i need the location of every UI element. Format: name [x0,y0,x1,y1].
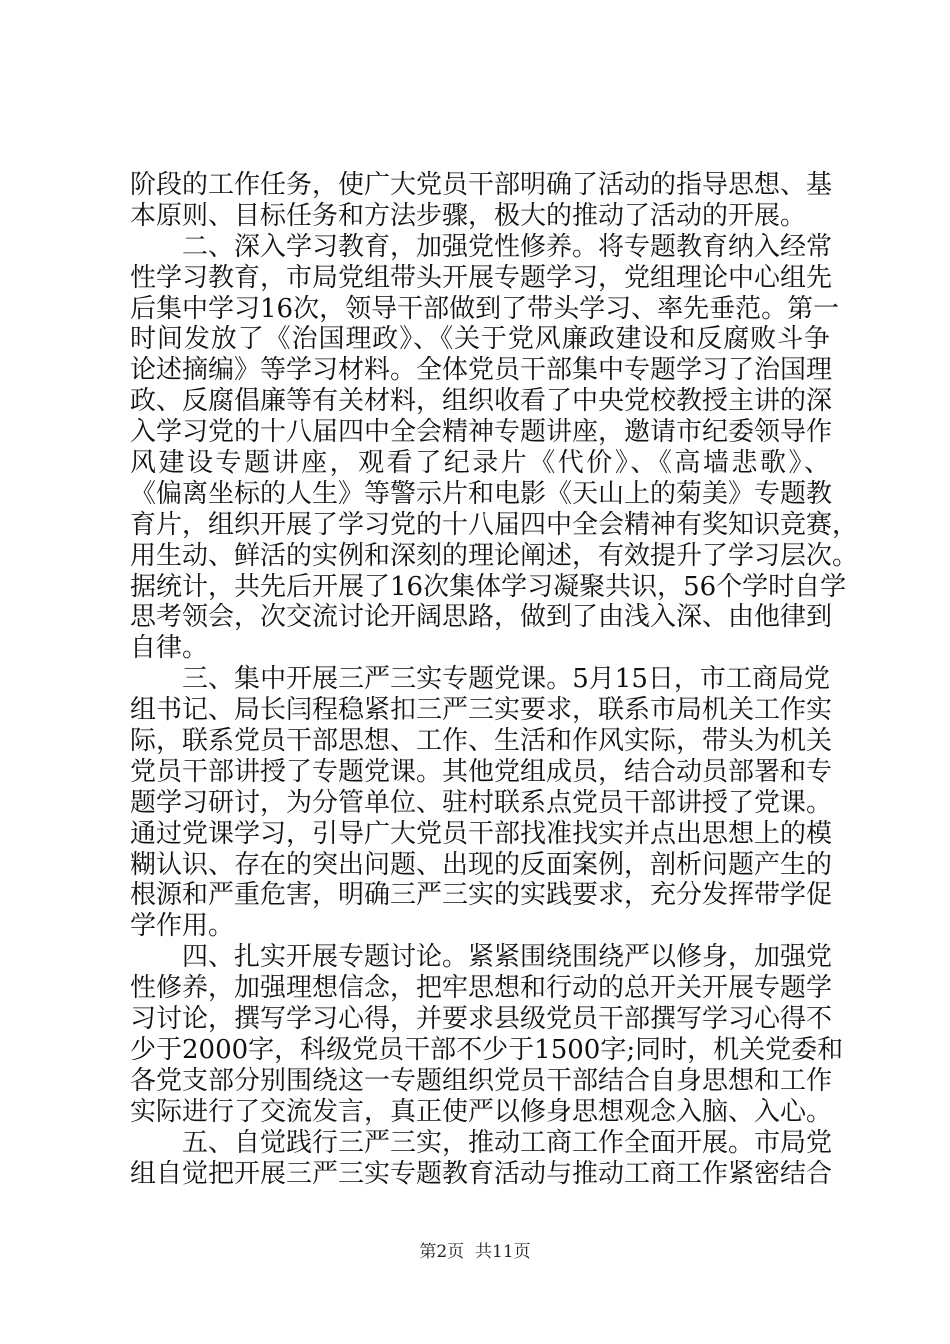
text-line: 思考领会，次交流讨论开阔思路，做到了由浅入深、由他律到 [130,602,833,633]
text-line: 根源和严重危害，明确三严三实的实践要求，充分发挥带学促 [130,880,833,911]
text-line: 二、深入学习教育，加强党性修养。将专题教育纳入经常 [130,231,833,262]
page-number: 第2页 [419,1242,465,1262]
text-line: 育片，组织开展了学习党的十八届四中全会精神有奖知识竞赛， [130,509,859,540]
text-line: 五、自觉践行三严三实，推动工商工作全面开展。市局党 [130,1127,833,1158]
text-line: 《偏离坐标的人生》等警示片和电影《天山上的菊美》专题教 [130,478,833,509]
text-line: 题学习研讨，为分管单位、驻村联系点党员干部讲授了党课。 [130,787,833,818]
text-line: 后集中学习16次，领导干部做到了带头学习、率先垂范。第一 [130,293,840,324]
text-line: 学作用。 [130,911,235,942]
page-footer [0,1242,950,1262]
text-line: 三、集中开展三严三实专题党课。5月15日，市工商局党 [130,664,830,695]
text-line: 习讨论，撰写学习心得，并要求县级党员干部撰写学习心得不 [130,1004,833,1035]
text-line: 性修养，加强理想信念，把牢思想和行动的总开关开展专题学 [130,973,833,1004]
text-line: 各党支部分别围绕这一专题组织党员干部结合自身思想和工作 [130,1065,833,1096]
text-line: 少于2000字，科级党员干部不少于1500字;同时，机关党委和 [130,1034,844,1065]
document-body [130,170,859,1189]
text-line: 政、反腐倡廉等有关材料，组织收看了中央党校教授主讲的深 [130,386,833,417]
text-line: 论述摘编》等学习材料。全体党员干部集中专题学习了治国理 [130,355,833,386]
text-line: 阶段的工作任务，使广大党员干部明确了活动的指导思想、基 [130,170,833,200]
text-line: 党员干部讲授了专题党课。其他党组成员，结合动员部署和专 [130,756,833,787]
text-line: 组自觉把开展三严三实专题教育活动与推动工商工作紧密结合 [130,1158,833,1189]
text-line: 通过党课学习，引导广大党员干部找准找实并点出思想上的模 [130,818,833,849]
text-line: 糊认识、存在的突出问题、出现的反面案例，剖析问题产生的 [130,849,833,880]
page-total: 共11页 [475,1242,531,1262]
text-line: 用生动、鲜活的实例和深刻的理论阐述，有效提升了学习层次。 [130,540,859,571]
text-line: 风建设专题讲座，观看了纪录片《代价》、《高墙悲歌》、 [130,448,830,479]
text-line: 际，联系党员干部思想、工作、生活和作风实际，带头为机关 [130,726,833,757]
text-line: 四、扎实开展专题讨论。紧紧围绕围绕严以修身，加强党 [130,942,833,973]
text-line: 组书记、局长闫程稳紧扣三严三实要求，联系市局机关工作实 [130,695,833,726]
text-line: 自律。 [130,633,209,664]
text-line: 时间发放了《治国理政》、《关于党风廉政建设和反腐败斗争 [130,324,830,355]
footer-spacer [464,1242,475,1262]
text-line: 入学习党的十八届四中全会精神专题讲座，邀请市纪委领导作 [130,417,833,448]
text-line: 性学习教育，市局党组带头开展专题学习，党组理论中心组先 [130,262,833,293]
text-line: 本原则、目标任务和方法步骤，极大的推动了活动的开展。 [130,200,807,231]
text-line: 实际进行了交流发言，真正使严以修身思想观念入脑、入心。 [130,1096,833,1127]
text-line: 据统计，共先后开展了16次集体学习凝聚共识，56个学时自学 [130,571,847,602]
